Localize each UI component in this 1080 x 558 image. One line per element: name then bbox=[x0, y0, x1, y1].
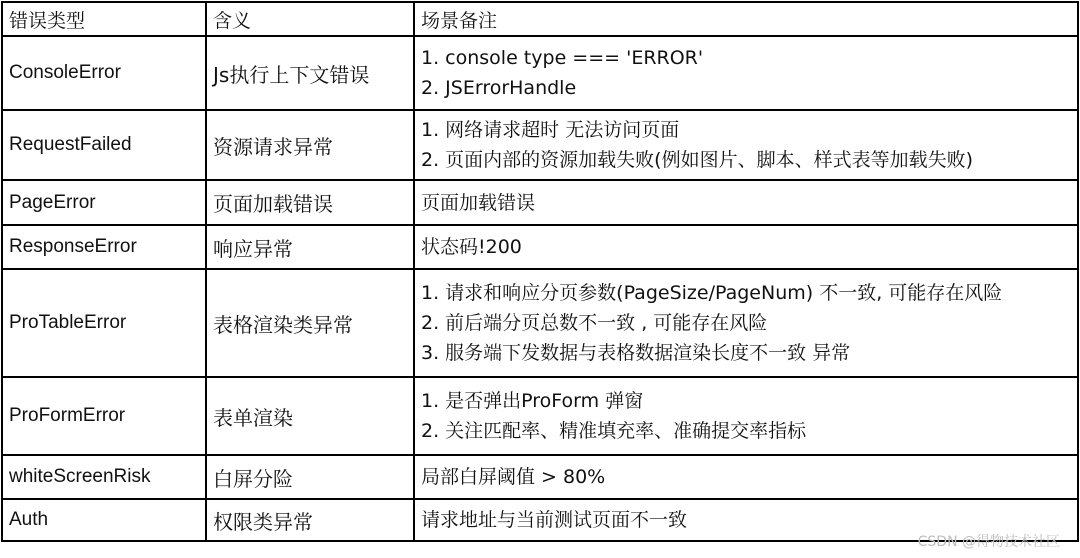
table-row bbox=[2, 377, 1078, 455]
note-line: 3. 服务端下发数据与表格数据渲染长度不一致 异常 bbox=[421, 342, 851, 364]
error-type-cell: PageError bbox=[2, 180, 206, 225]
watermark: CSDN @得物技术社区 bbox=[917, 534, 1060, 550]
error-type-cell: ResponseError bbox=[2, 225, 206, 269]
header-row bbox=[2, 2, 1078, 36]
notes-cell bbox=[414, 180, 1078, 225]
note-line: 请求地址与当前测试页面不一致 bbox=[421, 509, 688, 531]
note-line: 1. 请求和响应分页参数(PageSize/PageNum) 不一致, 可能存在风险 bbox=[421, 282, 1003, 304]
table-row bbox=[2, 36, 1078, 110]
table-row bbox=[2, 225, 1078, 269]
error-type-cell: whiteScreenRisk bbox=[2, 455, 206, 499]
table-row bbox=[2, 455, 1078, 499]
note-line: 2. 前后端分页总数不一致 , 可能存在风险 bbox=[421, 312, 768, 334]
notes-cell bbox=[414, 269, 1078, 377]
note-line: 2. 页面内部的资源加载失败(例如图片、脚本、样式表等加载失败) bbox=[421, 149, 973, 171]
table-row bbox=[2, 180, 1078, 225]
meaning-cell: 表单渲染 bbox=[206, 377, 414, 455]
notes-cell bbox=[414, 377, 1078, 455]
error-type-cell: RequestFailed bbox=[2, 110, 206, 180]
error-type-cell: ConsoleError bbox=[2, 36, 206, 110]
meaning-cell: 表格渲染类异常 bbox=[206, 269, 414, 377]
note-line: 1. 是否弹出ProForm 弹窗 bbox=[421, 390, 644, 412]
error-types-table bbox=[1, 1, 1079, 542]
note-line: 1. console type === 'ERROR' bbox=[421, 47, 704, 69]
header-scenario-notes: 场景备注 bbox=[414, 2, 1078, 36]
meaning-cell: Js执行上下文错误 bbox=[206, 36, 414, 110]
table-row bbox=[2, 110, 1078, 180]
notes-cell bbox=[414, 110, 1078, 180]
note-line: 1. 网络请求超时 无法访问页面 bbox=[421, 119, 680, 141]
error-type-cell: Auth bbox=[2, 499, 206, 541]
table-row bbox=[2, 269, 1078, 377]
table-row bbox=[2, 499, 1078, 541]
notes-cell bbox=[414, 36, 1078, 110]
note-line: 局部白屏阈值 > 80% bbox=[421, 466, 606, 488]
meaning-cell: 页面加载错误 bbox=[206, 180, 414, 225]
note-line: 2. JSErrorHandle bbox=[421, 77, 577, 99]
error-type-cell: ProTableError bbox=[2, 269, 206, 377]
header-meaning: 含义 bbox=[206, 2, 414, 36]
note-line: 状态码!200 bbox=[421, 236, 522, 258]
meaning-cell: 响应异常 bbox=[206, 225, 414, 269]
error-type-cell: ProFormError bbox=[2, 377, 206, 455]
meaning-cell: 资源请求异常 bbox=[206, 110, 414, 180]
meaning-cell: 权限类异常 bbox=[206, 499, 414, 541]
notes-cell bbox=[414, 225, 1078, 269]
note-line: 页面加载错误 bbox=[421, 191, 536, 214]
note-line: 2. 关注匹配率、精准填充率、准确提交率指标 bbox=[421, 420, 807, 442]
meaning-cell: 白屏分险 bbox=[206, 455, 414, 499]
header-error-type: 错误类型 bbox=[2, 2, 206, 36]
notes-cell bbox=[414, 455, 1078, 499]
